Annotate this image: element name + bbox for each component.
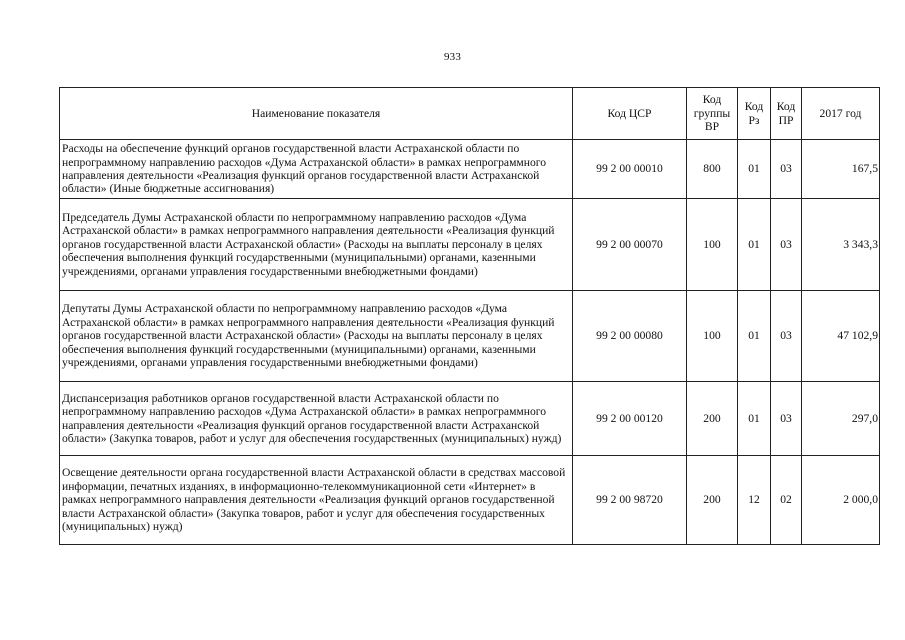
cell-name: Председатель Думы Астраханской области по непрограммному направлению расходов «Дума Астраханской области» в рамках непрограммного направления деятельности «Реализация функций органов государственной власти Астраханской области» (Расходы на выплаты персоналу в целях обеспечения выполнения функций государственными (муниципальными) органами, казенными учреждениями, органами управления государственными внебюджетными фондами) [60,199,573,291]
cell-rz: 12 [738,456,771,545]
cell-rz: 01 [738,291,771,382]
cell-vr: 100 [687,199,738,291]
header-pr: Код ПР [771,88,802,140]
cell-amount: 167,5 [802,140,880,199]
cell-csr: 99 2 00 00010 [573,140,687,199]
table-row [60,291,880,382]
header-vr: Код группы ВР [687,88,738,140]
header-year: 2017 год [802,88,880,140]
header-name: Наименование показателя [60,88,573,140]
cell-rz: 01 [738,382,771,456]
cell-vr: 200 [687,456,738,545]
table-body [60,140,880,545]
cell-name: Освещение деятельности органа государственной власти Астраханской области в средствах массовой информации, печатных изданиях, в информационно-телекоммуникационной сети «Интернет» в рамках непрограммного направления деятельности «Реализация функций органов государственной власти Астраханской области» (Закупка товаров, работ и услуг для обеспечения государственных (муниципальных) нужд) [60,456,573,545]
cell-vr: 100 [687,291,738,382]
cell-csr: 99 2 00 00120 [573,382,687,456]
cell-csr: 99 2 00 00080 [573,291,687,382]
cell-csr: 99 2 00 98720 [573,456,687,545]
cell-pr: 03 [771,140,802,199]
cell-amount: 2 000,0 [802,456,880,545]
cell-amount: 47 102,9 [802,291,880,382]
cell-amount: 3 343,3 [802,199,880,291]
budget-table [59,87,880,545]
header-rz: Код Рз [738,88,771,140]
cell-rz: 01 [738,199,771,291]
cell-pr: 03 [771,199,802,291]
page-number: 933 [443,51,462,63]
cell-name: Расходы на обеспечение функций органов государственной власти Астраханской области по непрограммному направлению расходов «Дума Астраханской области» в рамках непрограммного направления деятельности «Реализация функций органов государственной власти Астраханской области» (Иные бюджетные ассигнования) [60,140,573,199]
table-row [60,382,880,456]
cell-amount: 297,0 [802,382,880,456]
table-row [60,199,880,291]
cell-vr: 200 [687,382,738,456]
table-row [60,140,880,199]
cell-pr: 03 [771,382,802,456]
cell-csr: 99 2 00 00070 [573,199,687,291]
table-row [60,456,880,545]
header-row [60,88,880,140]
cell-vr: 800 [687,140,738,199]
cell-name: Диспансеризация работников органов государственной власти Астраханской области по непрограммному направлению расходов «Дума Астраханской области» в рамках непрограммного направления деятельности «Реализация функций органов государственной власти Астраханской области» (Закупка товаров, работ и услуг для обеспечения государственных (муниципальных) нужд) [60,382,573,456]
cell-pr: 03 [771,291,802,382]
table-header [60,88,880,140]
cell-name: Депутаты Думы Астраханской области по непрограммному направлению расходов «Дума Астраханской области» в рамках непрограммного направления деятельности «Реализация функций органов государственной власти Астраханской области» (Расходы на выплаты персоналу в целях обеспечения выполнения функций государственными (муниципальными) органами, казенными учреждениями, органами управления государственными внебюджетными фондами) [60,291,573,382]
cell-rz: 01 [738,140,771,199]
cell-pr: 02 [771,456,802,545]
header-csr: Код ЦСР [573,88,687,140]
